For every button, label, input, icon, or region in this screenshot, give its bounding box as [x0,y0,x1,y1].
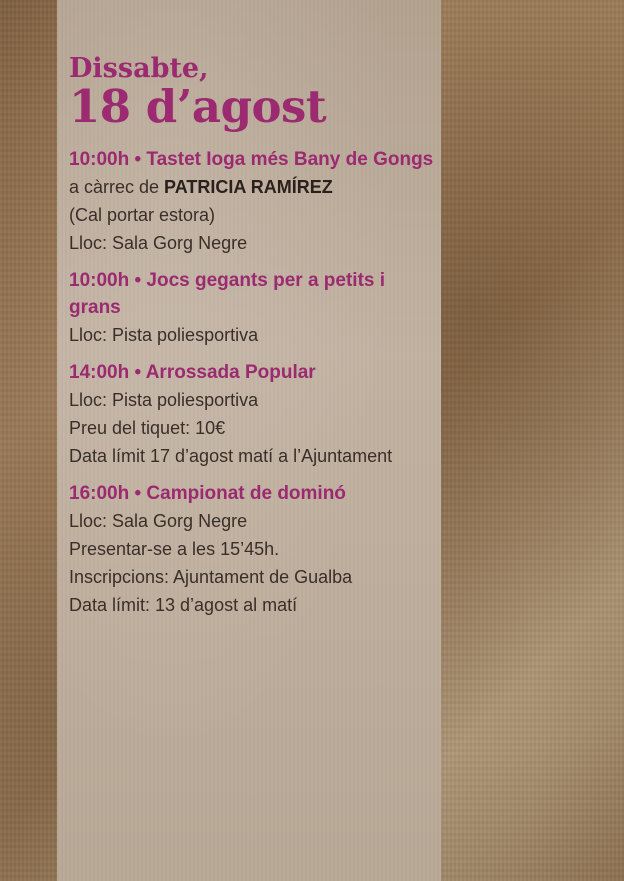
event-heading: 10:00h • Jocs gegants per a petits i grans [69,270,386,318]
program-panel [57,0,441,881]
event-detail: Lloc: Pista poliesportiva [69,390,259,410]
event-detail: Inscripcions: Ajuntament de Gualba [69,567,353,587]
event-byline [69,173,441,201]
event-heading: 16:00h • Campionat de dominó [69,483,346,504]
event-detail: Data límit 17 d’agost matí a l’Ajuntament [69,446,393,466]
byline-prefix: a càrrec de [69,177,165,197]
event-detail: Data límit: 13 d’agost al matí [69,595,298,615]
event-item [69,146,441,257]
event-heading: 10:00h • Tastet Ioga més Bany de Gongs [69,149,434,170]
event-item [69,267,441,349]
event-detail: Lloc: Sala Gorg Negre [69,233,248,253]
event-detail: Presentar-se a les 15’45h. [69,539,280,559]
event-detail: (Cal portar estora) [69,205,216,225]
event-detail: Lloc: Sala Gorg Negre [69,511,248,531]
event-heading: 14:00h • Arrossada Popular [69,362,316,383]
instructor-name: PATRICIA RAMÍREZ [164,177,333,197]
date-heading: 18 d’agost [69,80,327,133]
event-detail: Preu del tiquet: 10€ [69,418,226,438]
event-detail: Lloc: Pista poliesportiva [69,325,259,345]
event-item [69,480,441,619]
event-item [69,359,441,470]
day-heading: Dissabte, [69,53,209,84]
